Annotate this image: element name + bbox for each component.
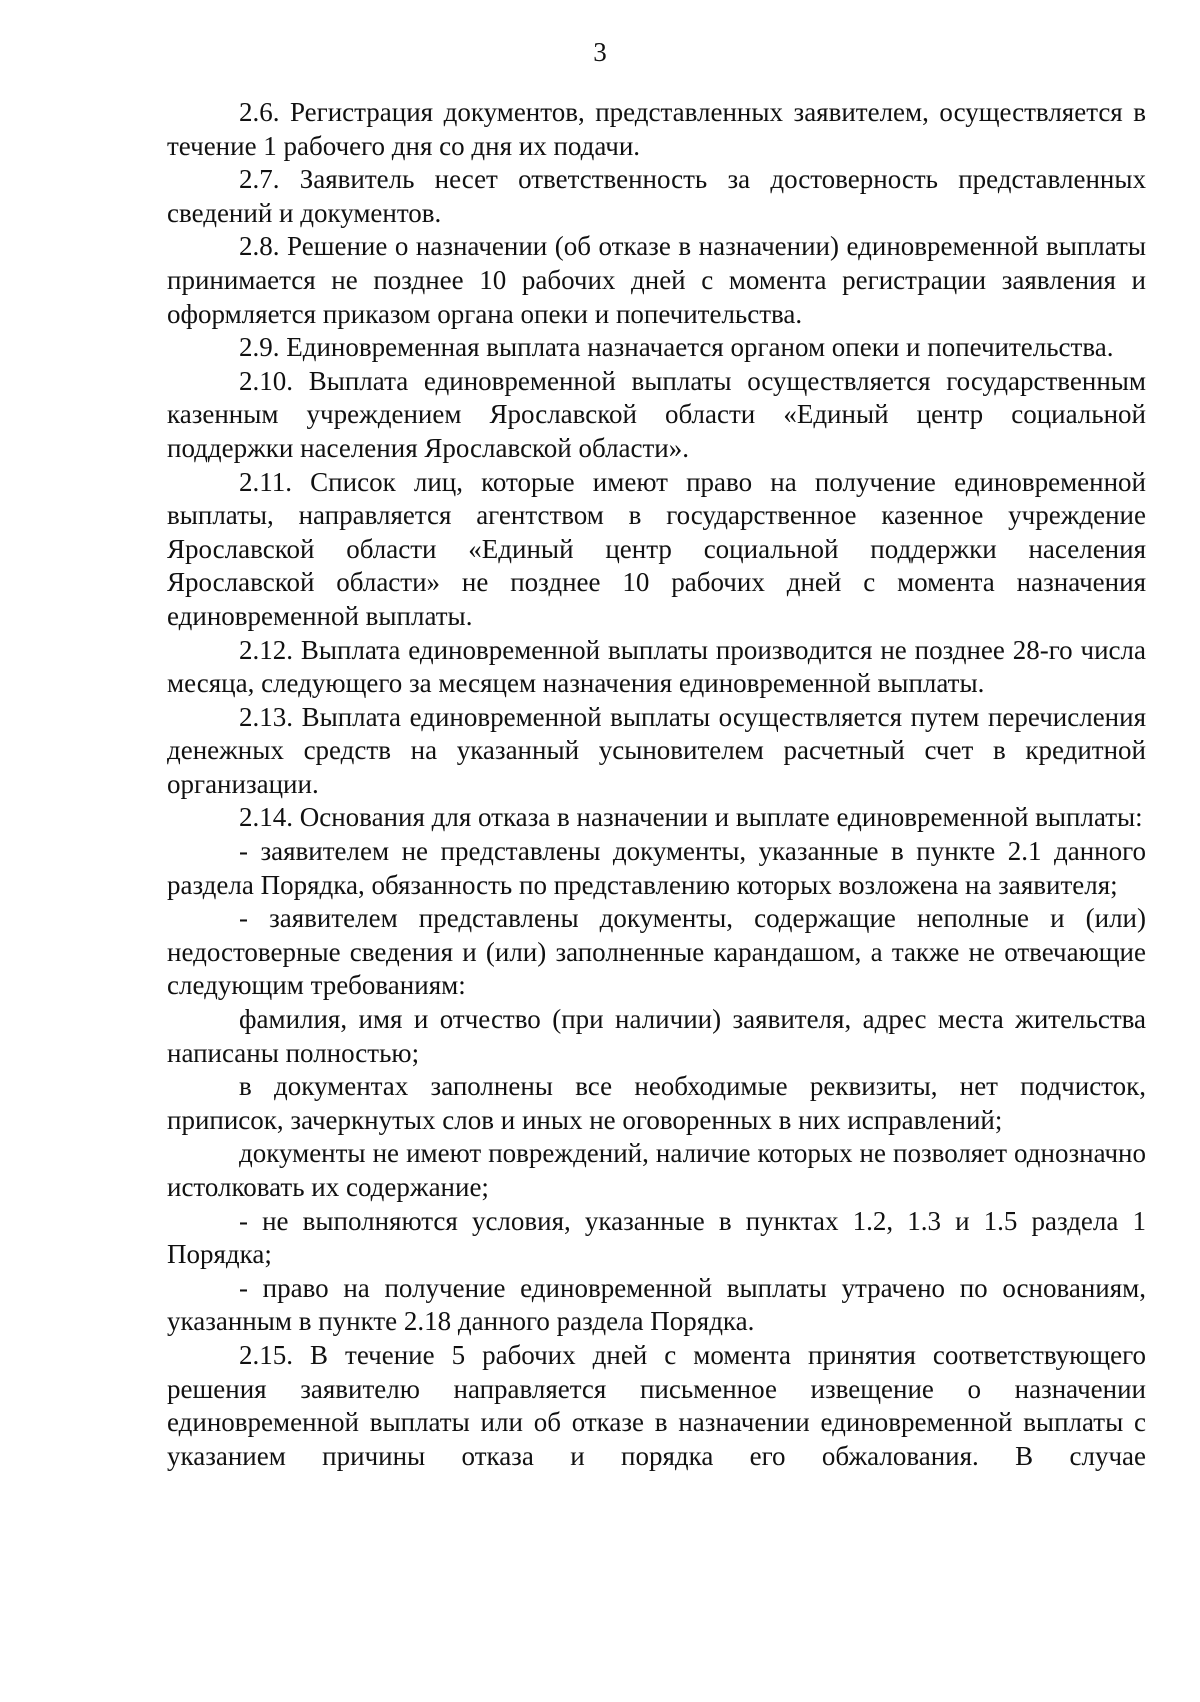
requirement-full-name: фамилия, имя и отчество (при наличии) заявителя, адрес места жительства написаны полностью; [167, 1004, 1146, 1068]
paragraph-2-15: 2.15. В течение 5 рабочих дней с момента принятия соответствующего решения заявителю направляется письменное извещение о назначении единовременной выплаты или об отказе в назначении единовременной выплаты с указанием причины отказа и порядка его обжалования. В случае [167, 1339, 1146, 1471]
list-item-right-lost: - право на получение единовременной выплаты утрачено по основаниям, указанным в пункте 2.18 данного раздела Порядка. [167, 1272, 1146, 1337]
document-body [167, 96, 1146, 1473]
page-number: 3 [593, 37, 607, 67]
paragraph-2-6: 2.6. Регистрация документов, представленных заявителем, осуществляется в течение 1 рабочего дня со дня их подачи. [167, 97, 1146, 161]
list-item-conditions-not-met: - не выполняются условия, указанные в пунктах 1.2, 1.3 и 1.5 раздела 1 Порядка; [167, 1205, 1146, 1270]
list-item-no-documents: - заявителем не представлены документы, указанные в пункте 2.1 данного раздела Порядка, обязанность по представлению которых возложена на заявителя; [167, 836, 1146, 900]
paragraph-2-8: 2.8. Решение о назначении (об отказе в назначении) единовременной выплаты принимается не позднее 10 рабочих дней с момента регистрации заявления и оформляется приказом органа опеки и попечительства. [167, 231, 1146, 329]
paragraph-2-14: 2.14. Основания для отказа в назначении и выплате единовременной выплаты: [239, 802, 1143, 833]
paragraph-2-9: 2.9. Единовременная выплата назначается органом опеки и попечительства. [239, 332, 1114, 363]
paragraph-2-13: 2.13. Выплата единовременной выплаты осуществляется путем перечисления денежных средств на указанный усыновителем расчетный счет в кредитной организации. [167, 701, 1146, 799]
paragraph-2-12: 2.12. Выплата единовременной выплаты производится не позднее 28-го числа месяца, следующего за месяцем назначения единовременной выплаты. [167, 634, 1146, 699]
paragraph-2-11: 2.11. Список лиц, которые имеют право на получение единовременной выплаты, направляется агентством в государственное казенное учреждение Ярославской области «Единый центр социальной поддержки населения Ярославской области» не позднее 10 рабочих дней с момента назначения единовременной выплаты. [167, 466, 1146, 631]
paragraph-2-7: 2.7. Заявитель несет ответственность за достоверность представленных сведений и документов. [167, 164, 1146, 228]
paragraph-2-10: 2.10. Выплата единовременной выплаты осуществляется государственным казенным учреждением Ярославской области «Единый центр социальной поддержки населения Ярославской области». [167, 365, 1146, 463]
requirement-no-damage: документы не имеют повреждений, наличие которых не позволяет однозначно истолковать их содержание; [167, 1138, 1146, 1202]
requirement-details-filled: в документах заполнены все необходимые реквизиты, нет подчисток, приписок, зачеркнутых слов и иных не оговоренных в них исправлений; [167, 1071, 1146, 1135]
list-item-incomplete-documents: - заявителем представлены документы, содержащие неполные и (или) недостоверные сведения и (или) заполненные карандашом, а также не отвечающие следующим требованиям: [167, 903, 1146, 1001]
